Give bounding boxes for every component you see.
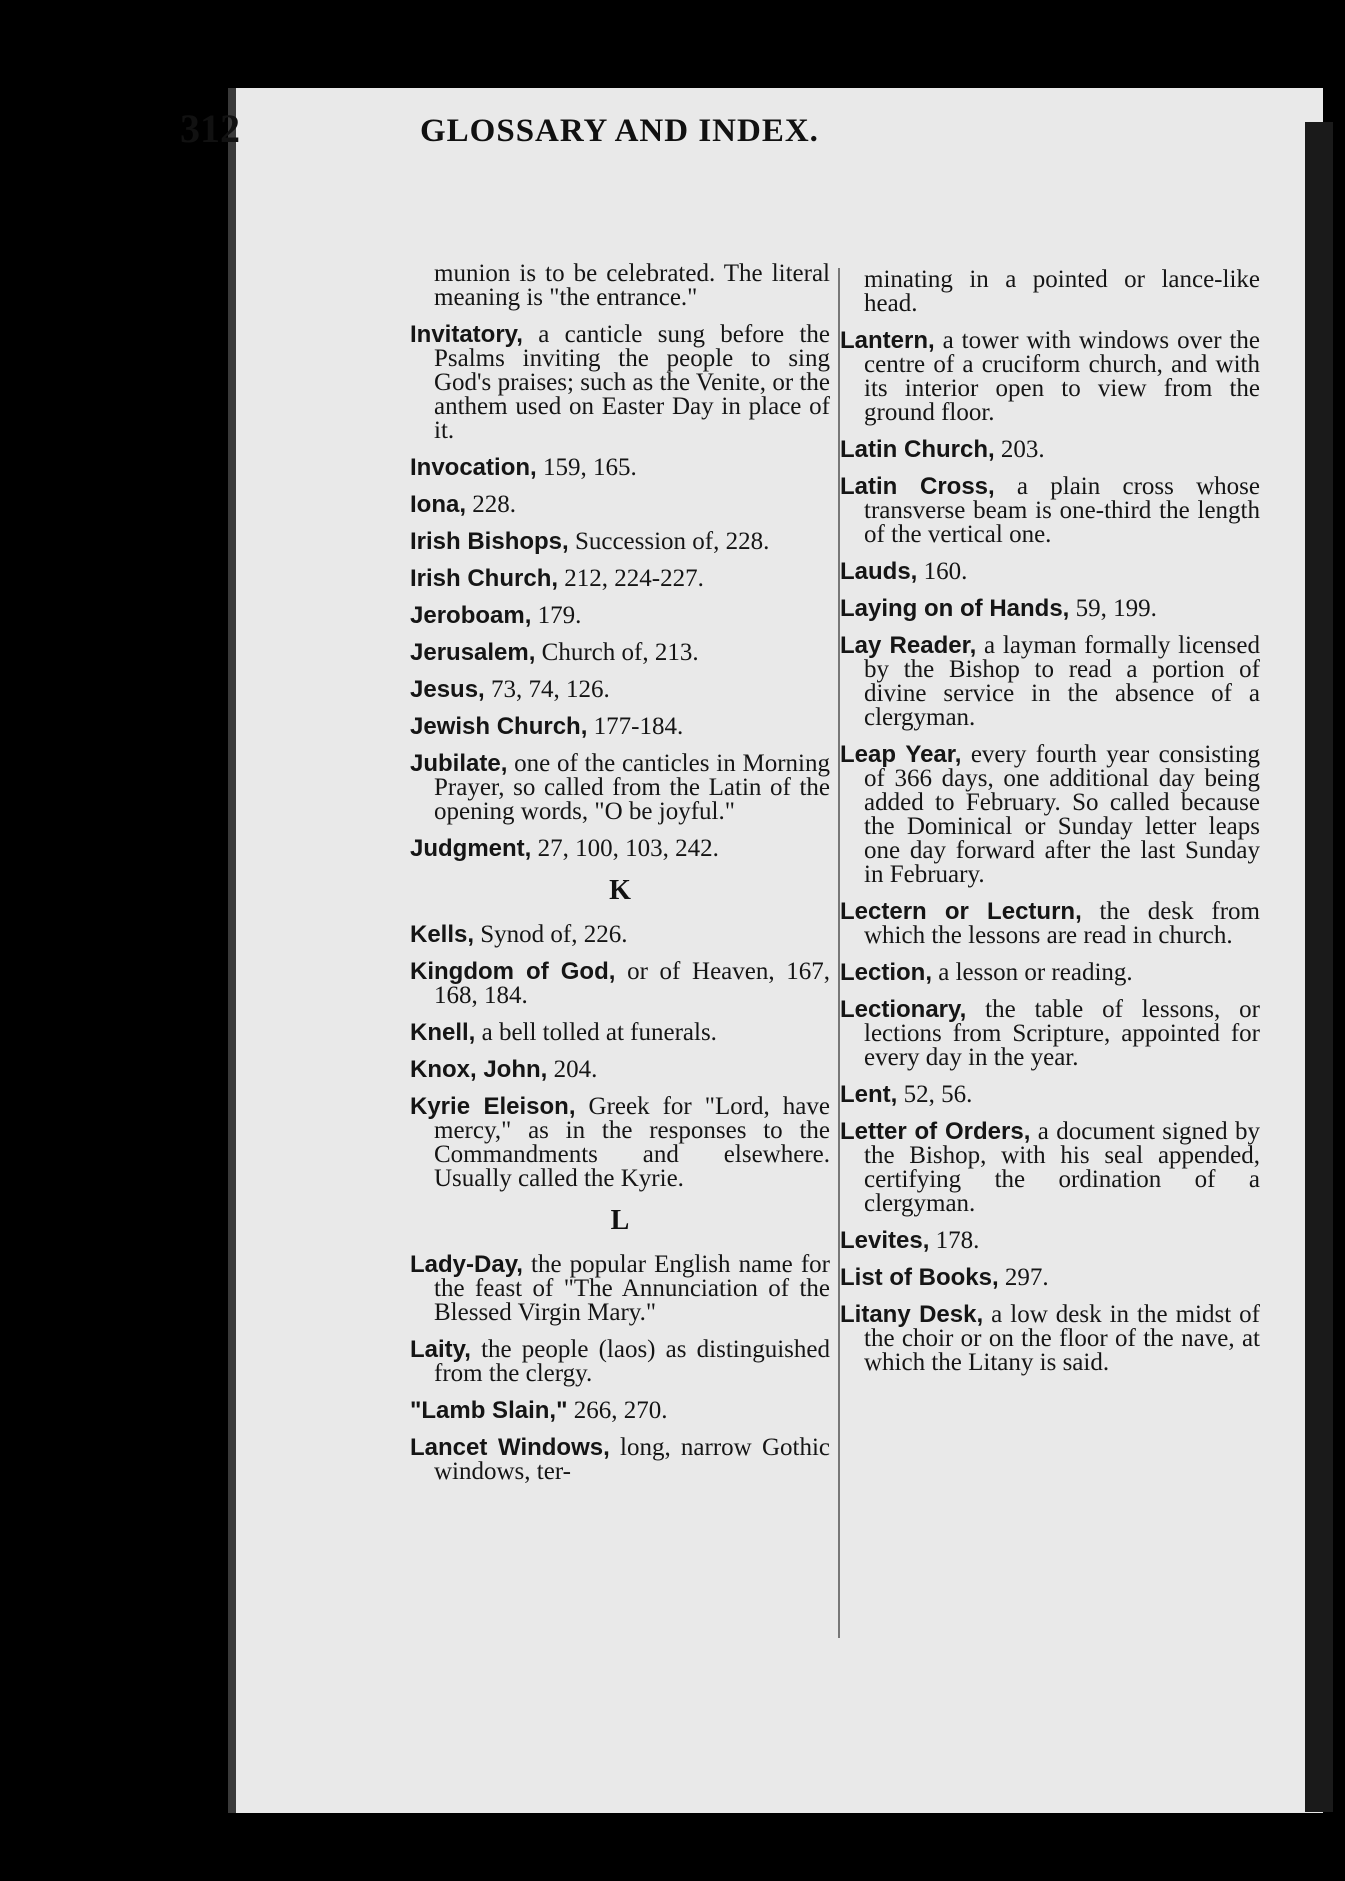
index-entry [840,900,1260,948]
index-entry [840,1303,1260,1375]
index-entry [840,634,1260,730]
entry-text: 204. [547,1056,598,1083]
entry-text: 159, 165. [536,454,637,481]
entry-headword: Laying on of Hands, [840,595,1070,622]
entry-headword: Kyrie Eleison, [410,1093,576,1120]
entry-headword: Lauds, [840,558,918,585]
entry-text: a canticle sung before the Psalms inviting the people to sing God's praises; such as the Venite, or the anthem used on Easter Day in place of it. [434,321,830,444]
index-entry [840,1120,1260,1216]
entry-text: Church of, 213. [535,639,699,666]
index-entry [840,998,1260,1070]
entry-text: the popular English name for the feast of "The Annunciation of the Blessed Virgin Mary." [434,1251,830,1326]
right-column [840,268,1260,1388]
index-entry [410,456,830,480]
entry-text: a plain cross whose transverse beam is one-third the length of the vertical one. [864,473,1260,548]
entry-text: Succession of, 228. [568,528,770,555]
entry-text: the people (laos) as distinguished from the clergy. [434,1336,830,1387]
entry-text: 212, 224-227. [558,565,704,592]
index-entry [840,438,1260,462]
entry-headword: Iona, [410,491,467,518]
entry-headword: Jewish Church, [410,713,588,740]
index-entry [410,1338,830,1386]
entry-headword: "Lamb Slain," [410,1397,568,1424]
index-entry [410,567,830,591]
letter-section-heading: K [609,875,631,906]
facing-page-edge [1305,122,1333,1812]
entry-text: or of Heaven, 167, 168, 184. [434,958,830,1009]
entry-text: a tower with windows over the centre of a cruciform church, and with its interior open to view from the ground floor. [864,327,1260,426]
entry-headword: Kingdom of God, [410,958,616,985]
entry-text: 27, 100, 103, 242. [531,835,719,862]
entry-headword: Knell, [410,1019,476,1046]
index-entry [840,268,1260,316]
index-entry [410,1058,830,1082]
entry-text: 73, 74, 126. [484,676,610,703]
entry-headword: Lectionary, [840,996,967,1023]
entry-headword: Laity, [410,1336,471,1363]
entry-text: 160. [917,558,968,585]
index-entry [840,475,1260,547]
index-entry [840,597,1260,621]
entry-headword: Invocation, [410,454,537,481]
entry-headword: Lent, [840,1081,898,1108]
entry-text: 179. [531,602,582,629]
letter-section-heading: L [610,1205,630,1236]
index-entry [410,1436,830,1484]
entry-text: minating in a pointed or lance-like head. [864,266,1260,317]
entry-headword: Invitatory, [410,321,523,348]
index-entry [410,715,830,739]
entry-headword: Litany Desk, [840,1301,984,1328]
entry-headword: Lancet Windows, [410,1434,610,1461]
index-entry [410,1021,830,1045]
index-entry [410,1095,830,1191]
entry-text: munion is to be celebrated. The literal meaning is "the entrance." [434,260,830,311]
entry-text: one of the canticles in Morning Prayer, so called from the Latin of the opening words, "O be joyful." [434,750,830,825]
index-entry [840,560,1260,584]
entry-text: a lesson or reading. [932,959,1133,986]
index-entry [410,1399,830,1423]
entry-headword: Kells, [410,921,475,948]
entry-headword: Lay Reader, [840,632,977,659]
entry-headword: Jesus, [410,676,485,703]
entry-text: 52, 56. [897,1081,973,1108]
entry-text: 297. [998,1264,1049,1291]
index-entry [840,961,1260,985]
index-entry [410,530,830,554]
entry-text: a document signed by the Bishop, with his seal appended, certifying the ordination of a clergyman. [864,1118,1260,1217]
entry-headword: Jerusalem, [410,639,536,666]
left-column [410,262,830,1497]
index-entry [840,1229,1260,1253]
entry-headword: Leap Year, [840,741,962,768]
entry-headword: Lection, [840,959,933,986]
entry-headword: Judgment, [410,835,532,862]
entry-text: 266, 270. [567,1397,668,1424]
entry-text: 228. [466,491,517,518]
entry-headword: Levites, [840,1227,930,1254]
entry-text: long, narrow Gothic windows, ter- [434,1434,830,1485]
entry-text: the table of lessons, or lections from Scripture, appointed for every day in the year. [864,996,1260,1071]
entry-headword: Jeroboam, [410,602,532,629]
entry-headword: Latin Church, [840,436,995,463]
entry-text: Synod of, 226. [474,921,628,948]
running-title: GLOSSARY AND INDEX. [420,113,819,149]
index-entry [840,329,1260,425]
entry-headword: Irish Church, [410,565,559,592]
index-entry [840,1266,1260,1290]
index-entry [410,493,830,517]
entry-text: a layman formally licensed by the Bishop to read a portion of divine service in the absence of a clergyman. [864,632,1260,731]
index-entry [410,1253,830,1325]
entry-text: the desk from which the lessons are read in church. [864,898,1260,949]
entry-headword: Lantern, [840,327,935,354]
entry-text: 59, 199. [1069,595,1157,622]
entry-text: 177-184. [587,713,684,740]
page-header [180,105,1060,175]
index-entry [410,923,830,947]
index-entry [840,743,1260,887]
entry-headword: Lectern or Lecturn, [840,898,1082,925]
index-entry [840,1083,1260,1107]
entry-headword: Knox, John, [410,1056,548,1083]
index-entry [410,960,830,1008]
index-entry [410,641,830,665]
index-entry [410,837,830,861]
entry-headword: Latin Cross, [840,473,995,500]
index-entry [410,262,830,310]
entry-headword: Jubilate, [410,750,508,777]
entry-headword: Irish Bishops, [410,528,569,555]
entry-text: 203. [994,436,1045,463]
index-entry [410,752,830,824]
entry-text: Greek for "Lord, have mercy," as in the responses to the Commandments and elsewhere. Usually called the Kyrie. [434,1093,831,1192]
index-entry [410,678,830,702]
entry-text: a bell tolled at funerals. [475,1019,717,1046]
entry-text: a low desk in the midst of the choir or on the floor of the nave, at which the Litany is said. [864,1301,1260,1376]
index-entry [410,604,830,628]
entry-text: 178. [929,1227,980,1254]
page-number: 312 [180,106,240,151]
entry-headword: Lady-Day, [410,1251,523,1278]
entry-text: every fourth year consisting of 366 days, one additional day being added to February. So called because the Dominical or Sunday letter leaps one day forward after the last Sunday in February. [864,741,1261,888]
entry-headword: List of Books, [840,1264,999,1291]
entry-headword: Letter of Orders, [840,1118,1031,1145]
index-entry [410,323,830,443]
